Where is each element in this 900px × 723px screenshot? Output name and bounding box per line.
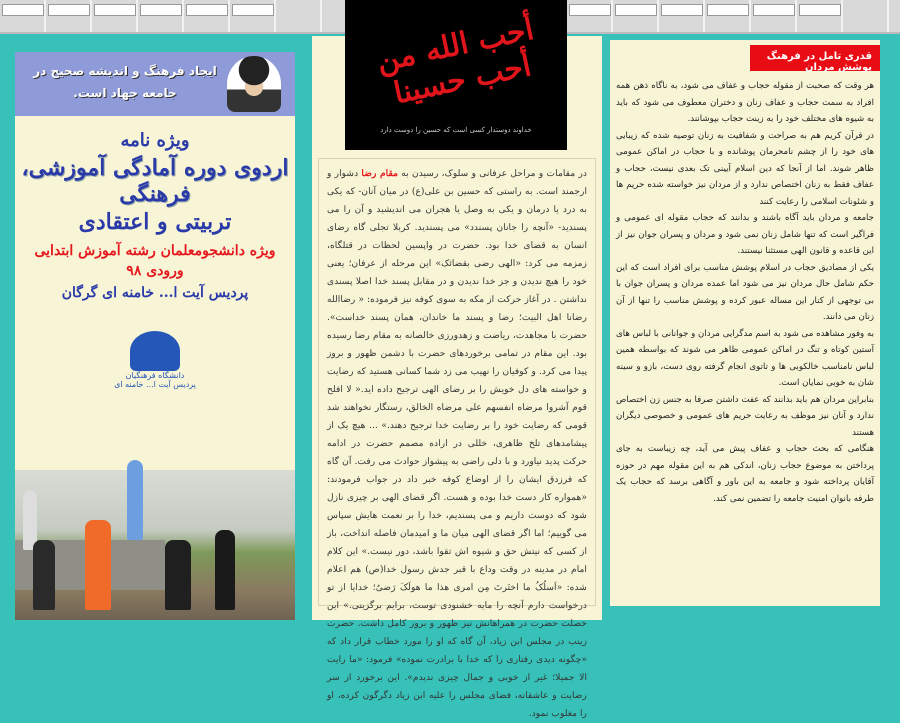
- portrait-image: [227, 56, 281, 112]
- leader-quote: ایجاد فرهنگ و اندیشه صحیح در جامعه جهاد است.: [33, 64, 217, 100]
- paragraph: جامعه و مردان باید آگاه باشند و بدانند که حجاب مقوله ای عمومی و فراگیر است که تنها شامل زنان نمی شود و مردان و پسران جوان نیز از این قاعده و قانون الهی مستثنا نیستند.: [616, 213, 874, 256]
- logo-university-name: دانشگاه فرهنگیان: [125, 371, 185, 380]
- special-issue-label: ویژه نامه: [120, 130, 190, 151]
- campus-label: پردیس آیت ا... خامنه ای گرگان: [61, 285, 249, 301]
- paragraph: هر وقت که صحبت از مقوله حجاب و عفاف می شود، به ناگاه ذهن همه افراد به سمت حجاب و عفاف زنان و دختران معطوف می شود که باید به شیوه های مختلف خود را به زینت حجاب بپوشانند.: [616, 81, 874, 124]
- article-text-body: دشوار و ارجمند است. به راستی که حسین بن علی(ع) در میان آنان- که یکی به درد یا درمان و یکی به وصل یا هجران می اندیشید و آن را می پسندید- «آنچه را جانان پسندد» می پسندید. کربلا تجلی گاه رضای انسان به قضای خدا بود. حضرت در واپسین لحظات در قتلگاه، زمزمه می کرد: «الهی رضی بقضائک» این مرحله از عرفان؛ یعنی خود را هیچ ندیدن و جز خدا ندیدن و در مقابل پسند خدا اصلا پسندی نداشتن . در آغاز حرکت از مکه به سوی کوفه نیز فرموده: « رضاالله رضانا اهل البیت؛ رضا و پسند ما خاندان، همان پسند خداست». حضرت با مجاهدت، ریاضت و زهدورزی خالصانه به مقام رضا رسیده بود. این مقام در تمامی برخوردهای حضرت با دشمن ظهور و بروز پیدا می کرد. و کوفیان را نهیب می زد شما کسانی هستید که رضایت و خواسته های دل خویش را بر رضای الهی ترجیح داده اید.« لا افلح قوم آشروا مرضاه انفسهم علی مرضاه الخالق، رستگار نخواهند شد قومی که رضایت خود را بر رضایت خدا ترجیح دهند.» ... هیچ یک از پیشامدهای تلخ ظاهری، خللی در اراده مصمم حضرت در ادامه حرکت پدید نیاورد و با دلی راضی به پیشواز حوادث می رفت. آن گاه که فرزدق ایشان را از اوضاع کوفه خبر داد در جواب فرمودند: «همواره کار دست خدا بوده و هست. اگر قضای الهی بر چیزی نازل شود که دوست داریم و می پسندیم، خدا را بر نعمت هایش سپاس می گوییم؛ اما اگر قضای الهی میان ما و امیدمان فاصله انداخت، باز از کسی که نیتش حق و شیوه اش تقوا باشد، دور نیست.» این کلام امام در مدینه در وقت وداع با قبر جدش رسول خدا(ص) هم اعلام شده: «اَسلُکُ ما اختَرتَ مِن امری هذا ما هولَکَ رَضیٌ؛ خدایا از تو درخواست دارم آنچه را مایه خشنودی توست، برایم برگزینی.» این خصلت حضرت در همراهانش نیز ظهور و بروز کامل داشت. حضرت زینب در مجلس ابن زیاد، آن گاه که او را مورد خطاب قرار داد که «چگونه دیدی رفتاری را که خدا با برادرت نموده» فرمود: «ما رایت الا جمیلا؛ غیر از خوبی و جمال چیزی ندیدم». این برخورد از سر رضایت و عاشقانه، فضای مجلس را علیه ابن زیاد دگرگون کرده، او را مغلوب نمود.: [327, 168, 587, 719]
- decorative-banner-right: [567, 0, 900, 34]
- article-rida: [318, 158, 596, 719]
- highlight-maqam-rida: مقام رضا: [361, 168, 399, 179]
- leader-quote-box: [15, 52, 295, 116]
- banner-calligraphy: أحب الله من أحب حسينا: [373, 11, 537, 112]
- university-logo-icon: [130, 331, 180, 371]
- cover-panel: [15, 52, 295, 620]
- paragraph: هنگامی که بحث حجاب و عفاف پیش می آید، چه زیباست به جای پرداختن به موضوع حجاب زنان، اندکی هم به این مقوله مهم در حوزه آقایان پرداخته شود و جامعه به این باور و آگاهی برسد که حجاب یک طرفه بانوان امنیت جامعه را تضمین نمی کند.: [616, 444, 874, 504]
- paragraph: به وفور مشاهده می شود به اسم مدگرایی مردان و جوانانی با لباس های آستین کوتاه و تنگ در اماکن عمومی ظاهر می شوند که بواسطه همین لباس نامناسب خالکوبی ها و تاتوی انجام گرفته روی دست، بازو و سینه شان به خوبی نمایان است.: [616, 328, 874, 388]
- audience-label: ویژه دانشجومعلمان رشته آموزش ابتدایی: [34, 243, 276, 259]
- banner-caption: خداوند دوستدار کسی است که حسین را دوست دارد: [380, 126, 532, 134]
- paragraph: بنابراین مردان هم باید بدانند که عفت داشتن صرفا به جنس زن اختصاص ندارد و آنان نیز موظف به رعایت حریم های عمومی و خصوصی دیگران هستند: [616, 394, 874, 438]
- decorative-banner-left: [0, 0, 345, 34]
- intake-label: ورودی ۹۸: [126, 263, 184, 279]
- paragraph: در قرآن کریم هم به صراحت و شفافیت به زنان توصیه شده که زیبایی های خود را از چشم نامحرمان پوشانده و با حجاب در اماکن عمومی ظاهر شوند. اما از آنجا که دین اسلام آیینی تک بعدی نیست، حجاب و عفاف فقط به زنان اختصاص ندارد و از مردان نیز خواسته شده حریم ها و شئونات اسلامی را رعایت کنند: [616, 130, 874, 207]
- article-hijab: [616, 78, 874, 507]
- paragraph: یکی از مصادیق حجاب در اسلام پوشش مناسب برای افراد است که این حکم شامل حال مردان نیز می شود اما عمده مردان و پسران جوان با بی توجهی از کنار این مساله عبور کرده و پوشش مناسب را تنها از آن زنان می دانند.: [616, 262, 874, 322]
- camp-title-line2: تربیتی و اعتقادی: [78, 209, 232, 235]
- muharram-banner: [345, 0, 567, 150]
- logo-campus-name: پردیس آیت ا... خامنه ای: [114, 380, 196, 389]
- article-text-start: در مقامات و مراحل عرفانی و سلوک، رسیدن به: [398, 168, 587, 179]
- article-title: قدری تامل در فرهنگ پوشش مردان: [750, 45, 880, 71]
- students-working-photo: [15, 470, 295, 620]
- camp-title-line1: اردوی دوره آمادگی آموزشی، فرهنگی: [21, 155, 289, 207]
